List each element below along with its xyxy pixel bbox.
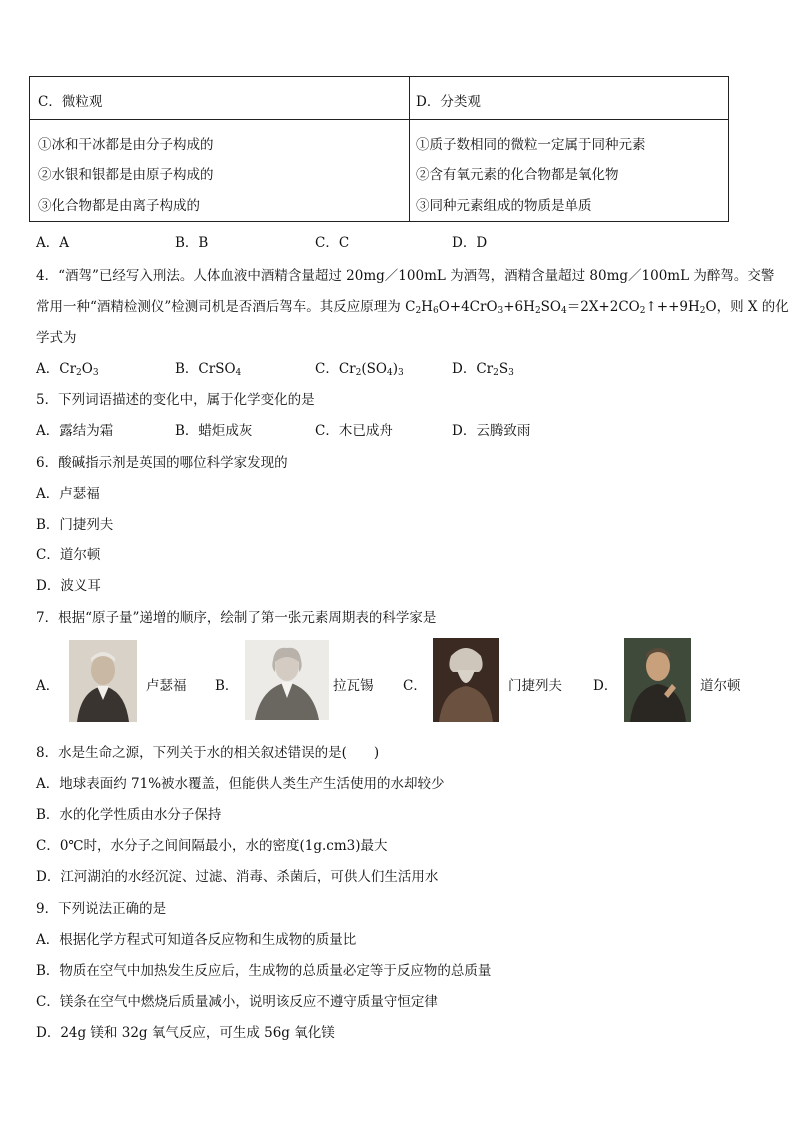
q7-option-c-letter: C． [403, 678, 427, 694]
q5-option-a: A．露结为霜 [36, 423, 114, 439]
q4-option-d: D．$Cr_2S_3$ [452, 361, 514, 378]
q3-option-a: A．A [36, 235, 69, 251]
q7-option-a-name: 卢瑟福 [146, 678, 187, 694]
table-d-item-1: ①质子数相同的微粒一定属于同种元素 [416, 137, 646, 153]
q5-option-d: D．云腾致雨 [452, 423, 531, 439]
q7-option-b-name: 拉瓦锡 [333, 678, 374, 694]
q8-option-c: C．0℃时，水分子之间间隔最小，水的密度(1g.cm3)最大 [36, 838, 388, 854]
q5-stem: 5．下列词语描述的变化中，属于化学变化的是 [36, 392, 315, 408]
q4-option-b: B．CrSO$_4$ [175, 361, 242, 378]
q7-stem: 7．根据“原子量”递增的顺序，绘制了第一张元素周期表的科学家是 [36, 610, 437, 626]
q3-option-c: C．C [315, 235, 350, 251]
q4-option-a: A．$Cr_2O_3$ [36, 361, 99, 378]
portrait-dalton-image [624, 638, 691, 722]
q7-option-d-name: 道尔顿 [700, 678, 741, 694]
q9-option-b: B．物质在空气中加热发生反应后，生成物的总质量必定等于反应物的总质量 [36, 963, 492, 979]
table-c-item-3: ③化合物都是由离子构成的 [38, 198, 200, 214]
portrait-rutherford-image [69, 640, 137, 722]
table-horizontal-divider [30, 119, 728, 120]
q7-option-b-letter: B． [215, 678, 239, 694]
q4-stem-line-3: 学式为 [36, 330, 77, 346]
q6-option-c: C．道尔顿 [36, 547, 101, 563]
q4-option-c: C．$Cr_2(SO_4)_3$ [315, 361, 404, 378]
q5-option-b: B．蜡炬成灰 [175, 423, 253, 439]
table-c-item-1: ①冰和干冰都是由分子构成的 [38, 137, 214, 153]
table-d-item-2: ②含有氧元素的化合物都是氧化物 [416, 167, 619, 183]
q9-option-c: C．镁条在空气中燃烧后质量减小，说明该反应不遵守质量守恒定律 [36, 994, 438, 1010]
table-c-item-2: ②水银和银都是由原子构成的 [38, 167, 214, 183]
q7-option-d-letter: D． [593, 678, 618, 694]
q6-option-a: A．卢瑟福 [36, 486, 100, 502]
q9-option-d: D．24g 镁和 32g 氧气反应，可生成 56g 氧化镁 [36, 1025, 335, 1041]
portrait-mendeleev-image [433, 638, 499, 722]
q8-option-b: B．水的化学性质由水分子保持 [36, 807, 222, 823]
q7-option-c-name: 门捷列夫 [508, 678, 562, 694]
q9-stem: 9．下列说法正确的是 [36, 901, 167, 917]
q9-option-a: A．根据化学方程式可知道各反应物和生成物的质量比 [36, 932, 357, 948]
q6-option-b: B．门捷列夫 [36, 517, 114, 533]
q4-stem-line-2: 常用一种“酒精检测仪”检测司机是否酒后驾车。其反应原理为 $C_2H_6O+4CrO_3+6H_2SO_4=2X+2CO_2↑++9H_2O$，则 X 的化 [36, 299, 789, 316]
q8-option-a: A．地球表面约 71%被水覆盖，但能供人类生产生活使用的水却较少 [36, 776, 445, 792]
q4-stem-line-1: 4．“酒驾”已经写入刑法。人体血液中酒精含量超过 20mg／100mL 为酒驾，酒精含量超过 80mg／100mL 为醉驾。交警 [36, 268, 775, 284]
table-d-item-3: ③同种元素组成的物质是单质 [416, 198, 592, 214]
q3-option-d: D．D [452, 235, 488, 251]
portrait-lavoisier-image [245, 640, 329, 720]
table-header-c: C．微粒观 [38, 94, 103, 110]
q5-option-c: C．木已成舟 [315, 423, 393, 439]
comparison-table [29, 76, 729, 222]
q6-stem: 6．酸碱指示剂是英国的哪位科学家发现的 [36, 455, 288, 471]
q6-option-d: D．波义耳 [36, 578, 101, 594]
q7-option-a-letter: A． [36, 678, 60, 694]
q3-option-b: B．B [175, 235, 209, 251]
q8-option-d: D．江河湖泊的水经沉淀、过滤、消毒、杀菌后，可供人们生活用水 [36, 869, 439, 885]
table-vertical-divider [409, 77, 410, 221]
table-header-d: D．分类观 [416, 94, 481, 110]
q8-stem: 8．水是生命之源，下列关于水的相关叙述错误的是( ) [36, 745, 380, 761]
